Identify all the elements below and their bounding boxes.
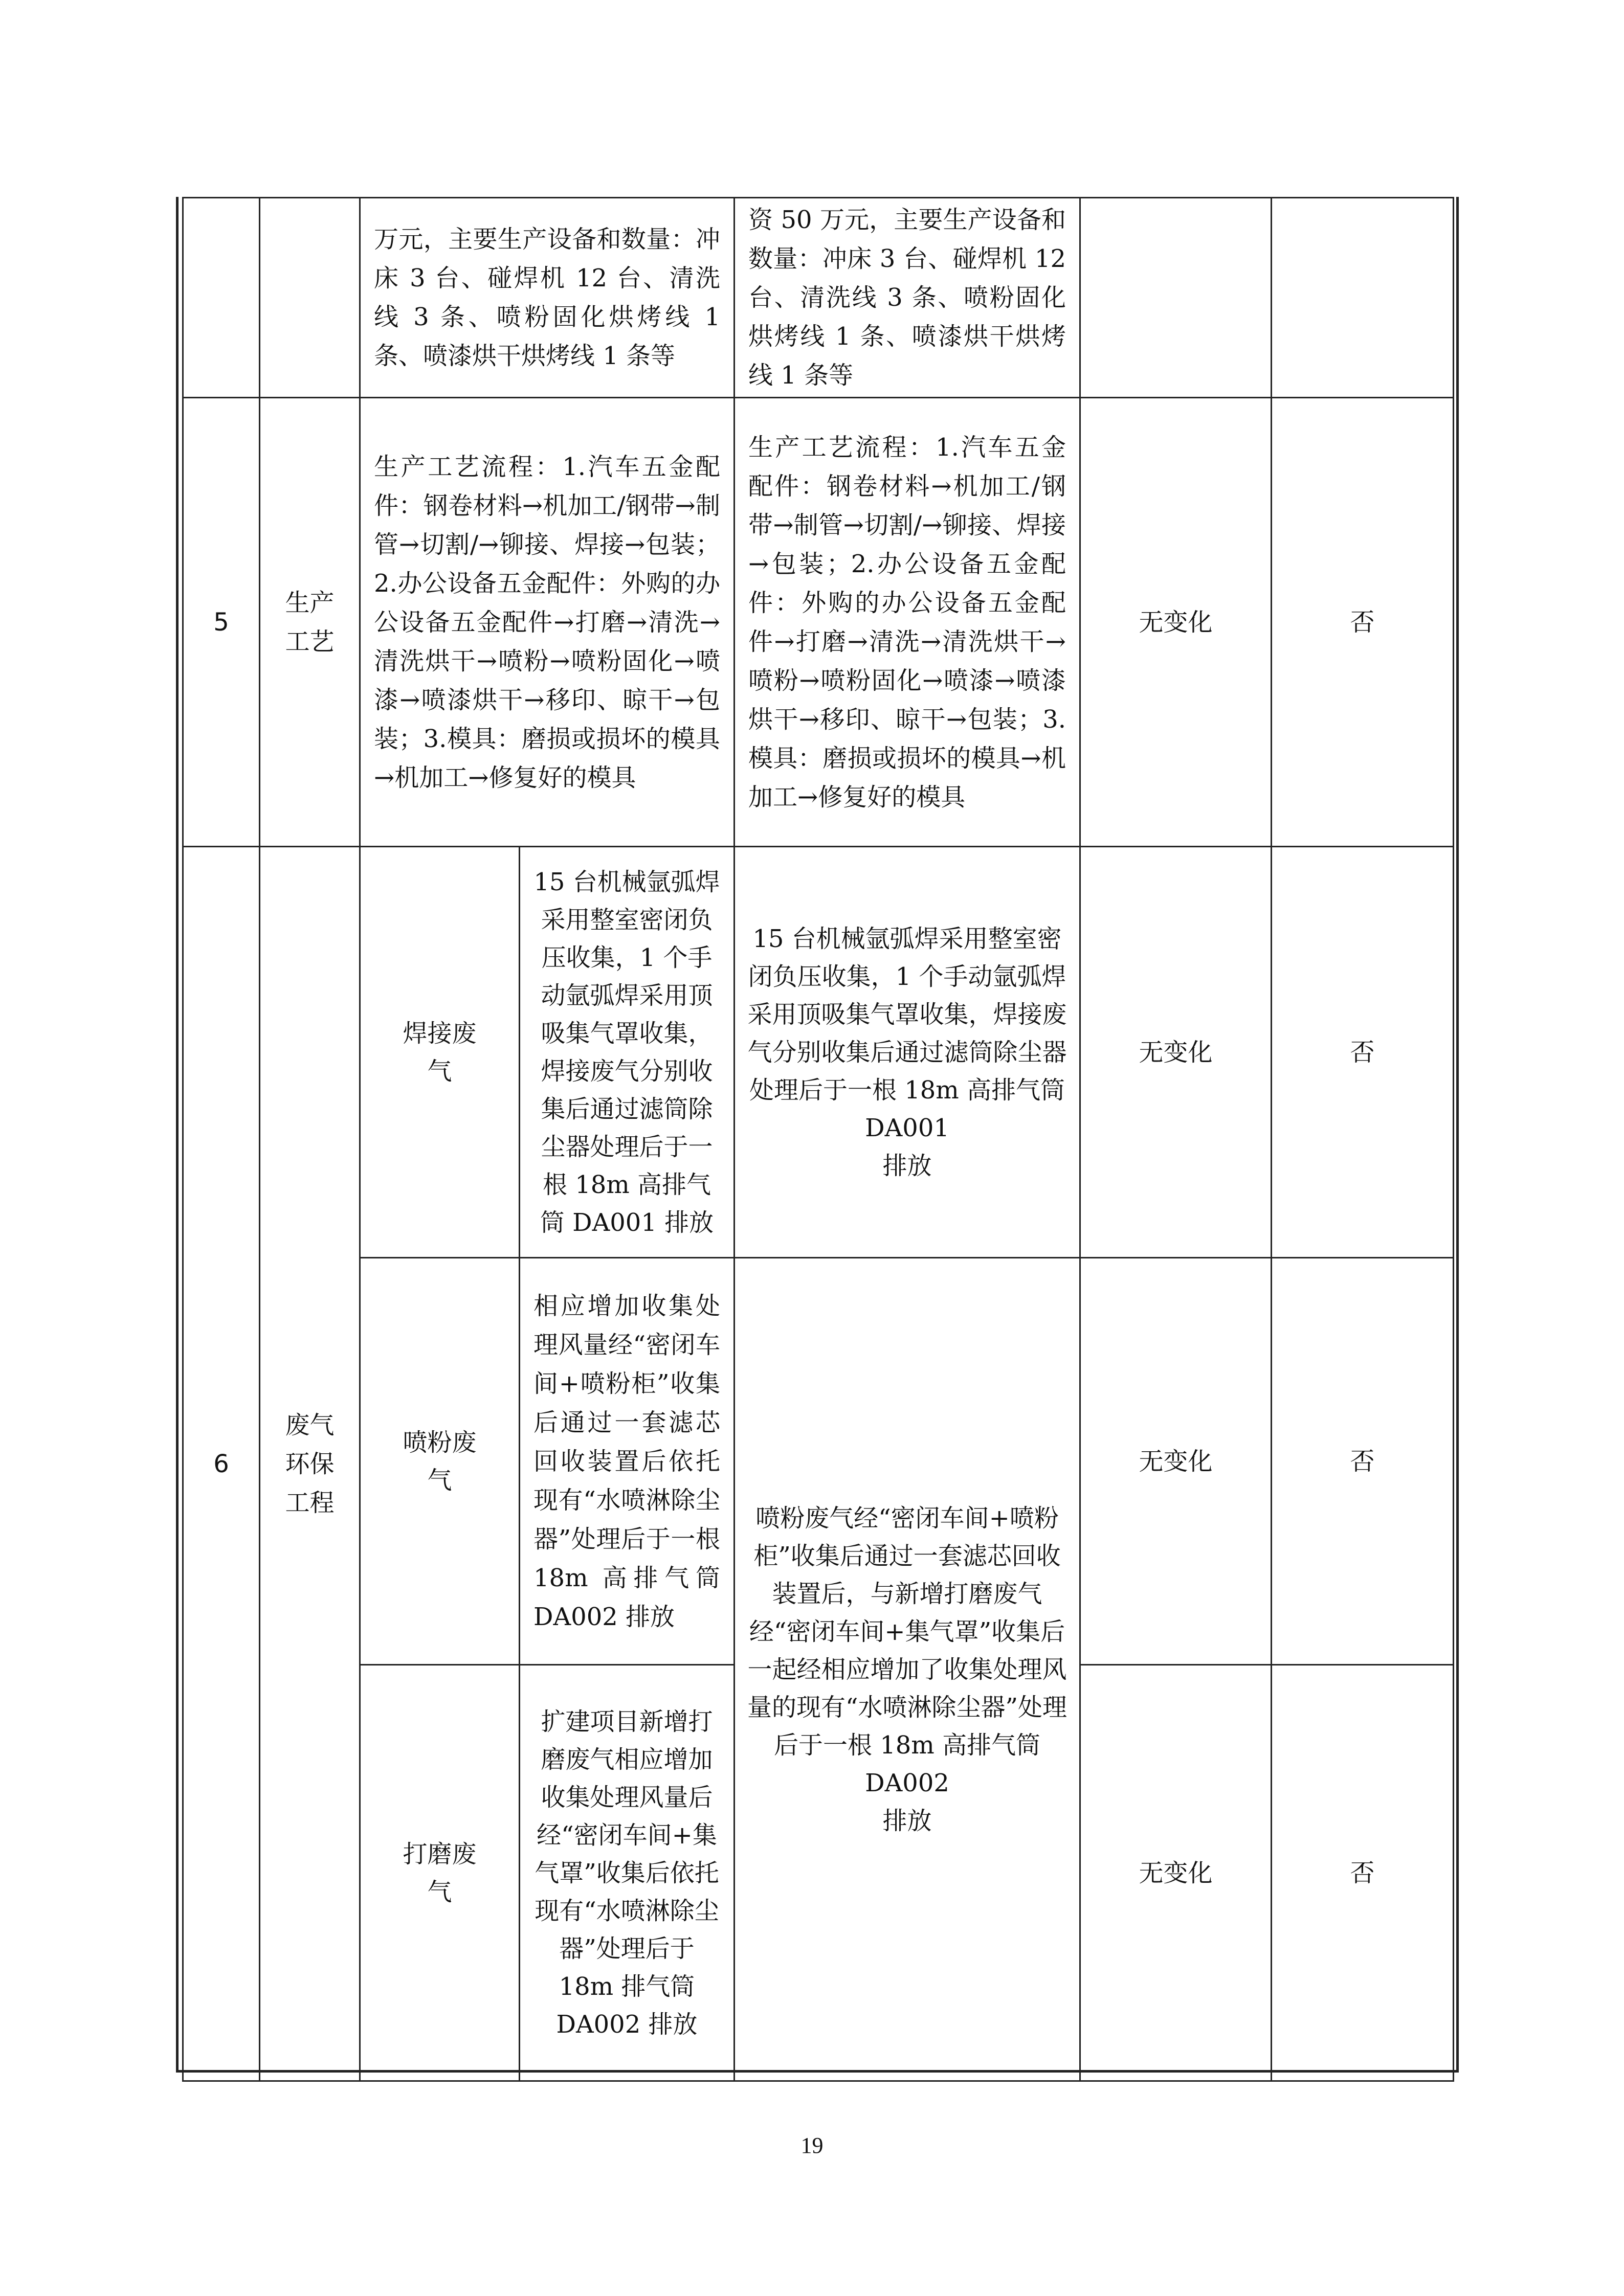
major-change-spraying: 否 [1272,1258,1454,1665]
major-change-grinding: 否 [1272,1665,1454,2081]
after-text-welding: 15 台机械氩弧焊采用整室密闭负压收集，1 个手动氩弧焊采用顶吸集气罩收集，焊接废气分别收集后通过滤筒除尘器处理后于一根 18m 高排气筒 DA001 排放 [735,847,1080,1258]
before-text-welding: 15 台机械氩弧焊采用整室密闭负压收集，1 个手动氩弧焊采用顶吸集气罩收集，焊接废气分别收集后通过滤筒除尘器处理后于一根 18m 高排气筒 DA001 排放 [520,847,735,1258]
change-status-spraying: 无变化 [1080,1258,1272,1665]
row-number-5: 5 [183,398,260,847]
major-change-welding: 否 [1272,847,1454,1258]
before-text-grinding: 扩建项目新增打磨废气相应增加收集处理风量后经“密闭车间+集气罩”收集后依托现有“水喷淋除尘器”处理后于 18m 排气筒 DA002 排放 [520,1665,735,2081]
page-number: 19 [800,2133,824,2158]
before-text-continued: 万元，主要生产设备和数量：冲床 3 台、碰焊机 12 台、清洗线 3 条、喷粉固化烘烤线 1 条、喷漆烘干烘烤线 1 条等 [360,198,735,398]
after-text-merged: 喷粉废气经“密闭车间+喷粉柜”收集后通过一套滤芯回收装置后，与新增打磨废气经“密闭车间+集气罩”收集后一起经相应增加了收集处理风量的现有“水喷淋除尘器”处理后于一根 18m 高排气筒 DA002 排放 [735,1258,1080,2081]
table-row-continued [183,198,1454,398]
after-text-process: 生产工艺流程：1.汽车五金配件：钢卷材料→机加工/钢带→制管→切割/→铆接、焊接→包装；2.办公设备五金配件：外购的办公设备五金配件→打磨→清洗→清洗烘干→喷粉→喷粉固化→喷漆→喷漆烘干→移印、晾干→包装；3.模具：磨损或损坏的模具→机加工→修复好的模具 [735,398,1080,847]
change-status-welding: 无变化 [1080,847,1272,1258]
change-status-grinding: 无变化 [1080,1665,1272,2081]
sub-label-spraying: 喷粉废 气 [360,1258,520,1665]
category-cell-empty [260,198,360,398]
change-status-process: 无变化 [1080,398,1272,847]
table-row-spraying [183,1258,1454,1665]
sub-label-welding: 焊接废 气 [360,847,520,1258]
comparison-table [182,197,1454,2082]
after-text-continued: 资 50 万元，主要生产设备和数量：冲床 3 台、碰焊机 12 台、清洗线 3 条、喷粉固化烘烤线 1 条、喷漆烘干烘烤线 1 条等 [735,198,1080,398]
major-cell-empty [1272,198,1454,398]
category-label-waste-gas: 废气 环保 工程 [260,847,360,2081]
change-cell-empty [1080,198,1272,398]
before-text-process: 生产工艺流程：1.汽车五金配件：钢卷材料→机加工/钢带→制管→切割/→铆接、焊接→包装；2.办公设备五金配件：外购的办公设备五金配件→打磨→清洗→清洗烘干→喷粉→喷粉固化→喷漆→喷漆烘干→移印、晾干→包装；3.模具：磨损或损坏的模具→机加工→修复好的模具 [360,398,735,847]
number-cell-empty [183,198,260,398]
before-text-spraying: 相应增加收集处理风量经“密闭车间+喷粉柜”收集后通过一套滤芯回收装置后依托现有“水喷淋除尘器”处理后于一根 18m 高排气筒 DA002 排放 [520,1258,735,1665]
row-number-6: 6 [183,847,260,2081]
sub-label-grinding: 打磨废 气 [360,1665,520,2081]
category-label-process: 生产 工艺 [260,398,360,847]
table-row-welding [183,847,1454,1258]
table-row-process [183,398,1454,847]
major-change-process: 否 [1272,398,1454,847]
